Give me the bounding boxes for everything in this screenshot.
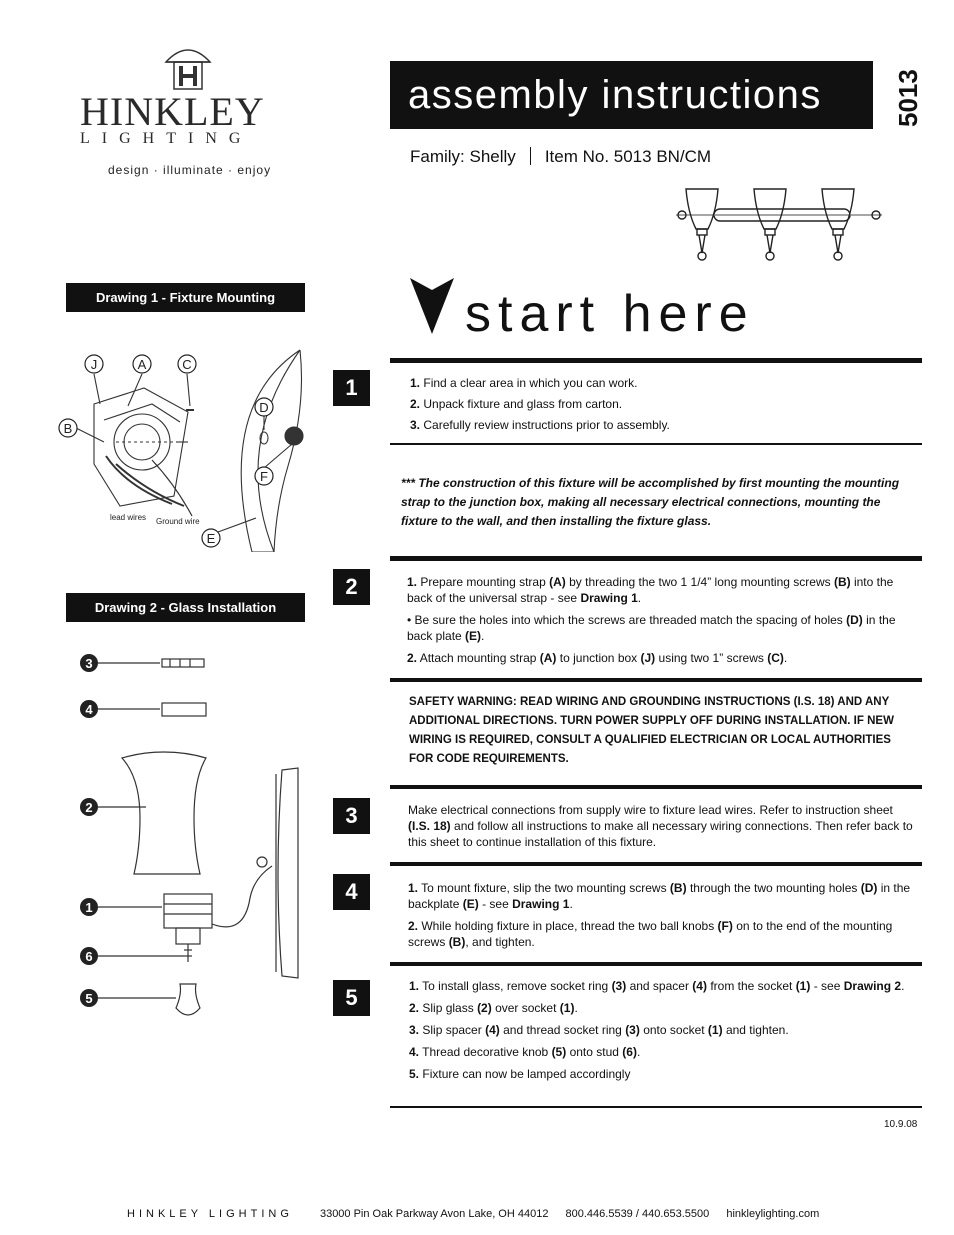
rule-step5-top (390, 962, 922, 966)
svg-text:F: F (260, 469, 268, 484)
rule-step5-bottom (390, 1106, 922, 1108)
start-arrow-icon (410, 278, 458, 334)
model-number: 5013 (893, 69, 923, 127)
step-2-text (407, 574, 917, 672)
start-here-heading: start here (465, 285, 755, 343)
rule-step2-top (390, 556, 922, 561)
footer-address: 33000 Pin Oak Parkway Avon Lake, OH 44012 (319, 1208, 549, 1220)
step-5-item-3: 3. Slip spacer (4) and thread socket ring (3) onto socket (1) and tighten. (409, 1023, 789, 1037)
step-5-item-1: 1. To install glass, remove socket ring (3) and spacer (4) from the socket (1) - see Drawing 2. (409, 979, 905, 993)
step-5-text (409, 978, 909, 1088)
step-number-3: 3 (333, 798, 370, 834)
step-1-item-1: 1. Find a clear area in which you can work. (410, 376, 638, 390)
svg-text:3: 3 (85, 656, 93, 671)
svg-text:5: 5 (85, 991, 93, 1006)
rule-step3-top (390, 785, 922, 789)
page-title: assembly instructions (390, 61, 873, 129)
step-3-text: Make electrical connections from supply wire to fixture lead wires. Refer to instruction sheet (I.S. 18) and follow all instructions to make all necessary wiring connections. Then refer back to this sheet to continue installation of this fixture. (408, 803, 913, 849)
drawing-2-callouts (80, 654, 98, 1007)
brand-tagline: design · illuminate · enjoy (108, 163, 272, 177)
svg-text:D: D (259, 400, 269, 415)
step-1-item-2: 2. Unpack fixture and glass from carton. (410, 397, 623, 411)
construction-note: *** The construction of this fixture will be accomplished by first mounting the mounting strap to the junction box, making all necessary electrical connections, mounting the fixture to the wall, and then installing the fixture glass. (401, 476, 900, 528)
svg-text:1: 1 (85, 900, 93, 915)
footer (127, 1208, 819, 1220)
step-number-5: 5 (333, 980, 370, 1016)
step-1-item-3: 3. Carefully review instructions prior to assembly. (410, 418, 670, 432)
svg-text:4: 4 (85, 702, 93, 717)
lead-wires-label: lead wires (110, 513, 147, 522)
ground-wire-label: Ground wire (156, 517, 200, 526)
rule-step2-bottom (390, 678, 922, 682)
step-2-item-1: 1. Prepare mounting strap (A) by threading the two 1 1/4” long mounting screws (B) into the back of the universal strap - see Drawing 1. (407, 575, 894, 605)
step-2-item-2: 2. Attach mounting strap (A) to junction box (J) using two 1” screws (C). (407, 651, 788, 665)
svg-text:B: B (63, 421, 73, 436)
step-number-2: 2 (333, 569, 370, 605)
step-5-item-2: 2. Slip glass (2) over socket (1). (409, 1001, 578, 1015)
hinkley-logo-mark (160, 44, 216, 90)
svg-text:2: 2 (85, 800, 93, 815)
family-name: Family: Shelly (410, 147, 516, 166)
footer-website[interactable]: hinkleylighting.com (726, 1208, 820, 1220)
drawing-2-glass-installation (76, 648, 308, 1024)
step-number-1: 1 (333, 370, 370, 406)
rule-step1-top (390, 358, 922, 363)
footer-company: HINKLEY LIGHTING (127, 1208, 293, 1220)
rule-step1-bottom (390, 443, 922, 445)
svg-text:C: C (182, 357, 192, 372)
step-1-text (410, 375, 910, 439)
revision-date: 10.9.08 (884, 1119, 918, 1130)
step-5-item-4: 4. Thread decorative knob (5) onto stud (6). (409, 1045, 641, 1059)
drawing-1-fixture-mounting (56, 346, 320, 552)
family-line (410, 147, 711, 167)
safety-warning: SAFETY WARNING: READ WIRING AND GROUNDING INSTRUCTIONS (I.S. 18) AND ANY ADDITIONAL DIRECTIONS. TURN POWER SUPPLY OFF DURING INSTALLATION. IF NEW WIRING IS REQUIRED, CONSULT A QUALIFIED ELECTRICIAN OR LOCAL AUTHORITIES FOR CODE REQUIREMENTS. (409, 696, 894, 765)
rule-step4-top (390, 862, 922, 866)
fixture-illustration (676, 183, 882, 269)
drawing-1-label: Drawing 1 - Fixture Mounting (66, 283, 305, 312)
svg-text:J: J (90, 357, 98, 372)
step-4-text (408, 880, 920, 956)
svg-text:A: A (137, 357, 147, 372)
step-4-item-1: 1. To mount fixture, slip the two mounting screws (B) through the two mounting holes (D) in the backplate (E) - see Drawing 1. (408, 881, 911, 911)
brand-name: HINKLEY (80, 89, 265, 134)
svg-text:E: E (206, 531, 216, 546)
step-number-4: 4 (333, 874, 370, 910)
item-number: Item No. 5013 BN/CM (544, 147, 712, 166)
step-2-item-bullet: • Be sure the holes into which the screws are threaded match the spacing of holes (D) in the back plate (E). (407, 613, 896, 643)
brand-subtitle: LIGHTING (80, 130, 253, 147)
footer-phone: 800.446.5539 / 440.653.5500 (565, 1208, 710, 1220)
svg-text:6: 6 (85, 949, 93, 964)
step-4-item-2: 2. While holding fixture in place, thread the two ball knobs (F) on to the end of the mounting screws (B), and tighten. (408, 919, 893, 949)
drawing-2-label: Drawing 2 - Glass Installation (66, 593, 305, 622)
step-5-item-5: 5. Fixture can now be lamped accordingly (409, 1067, 631, 1081)
